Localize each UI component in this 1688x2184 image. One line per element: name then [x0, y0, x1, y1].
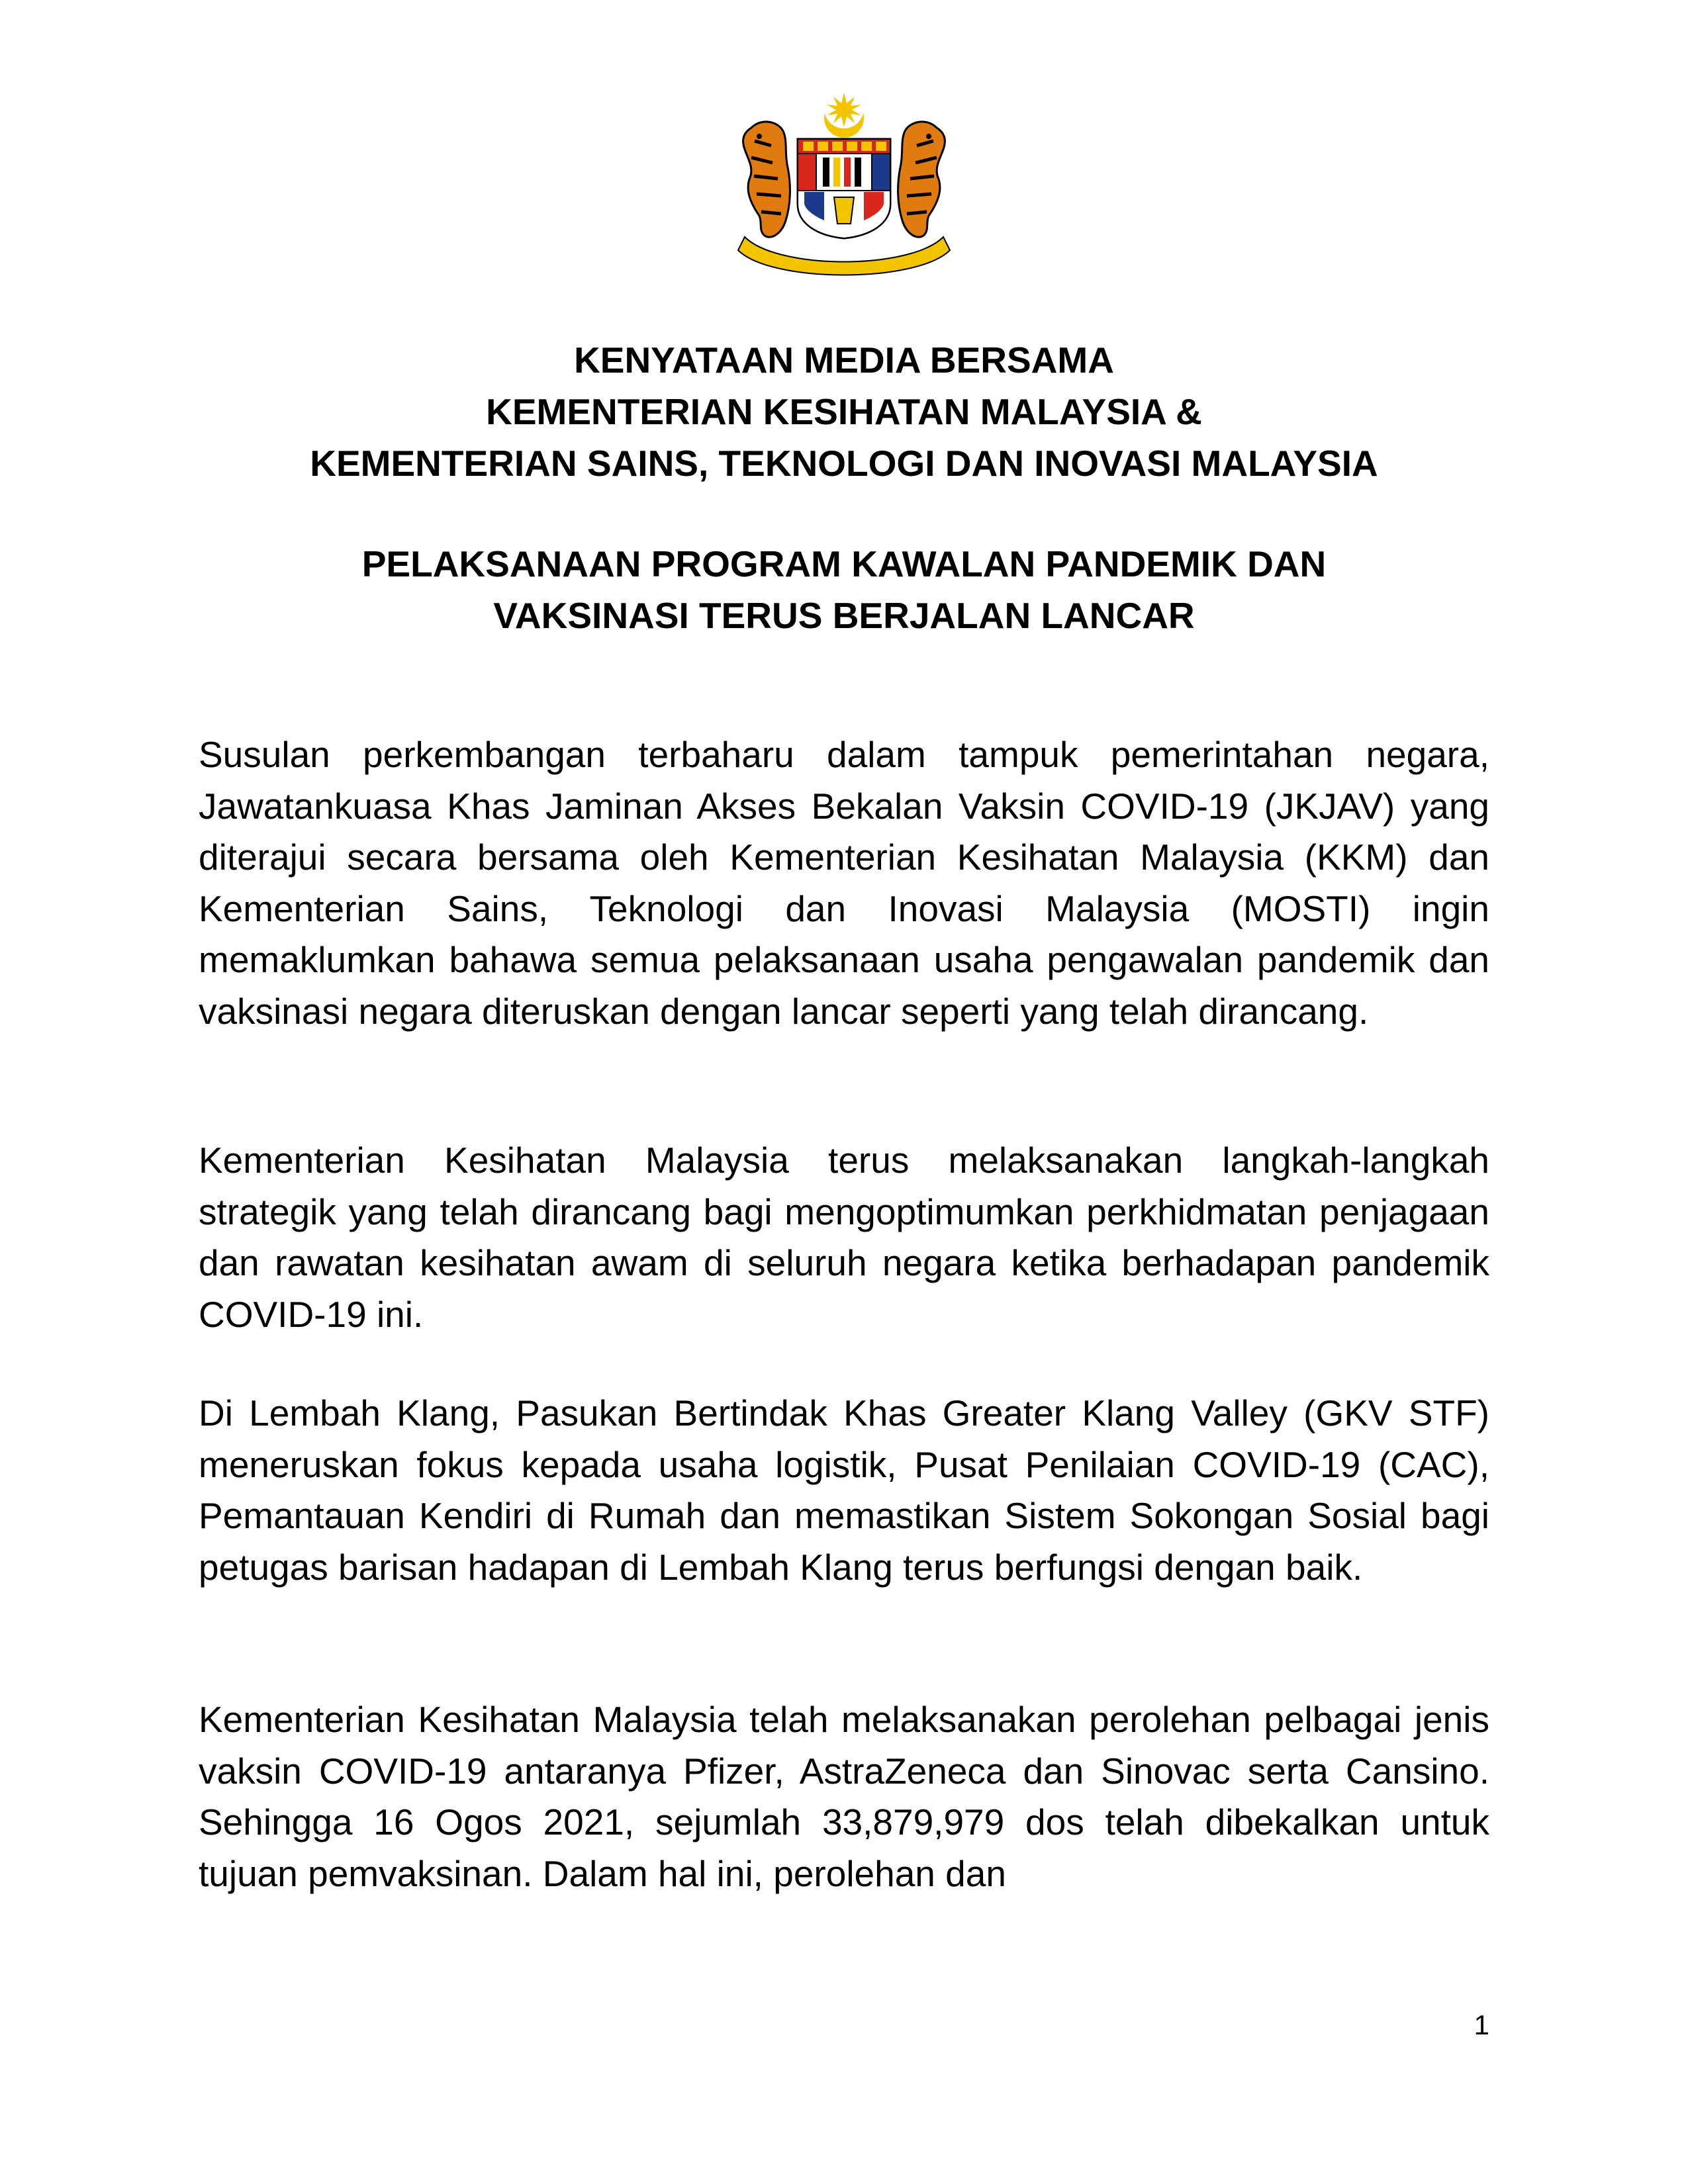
heading-line: KEMENTERIAN SAINS, TEKNOLOGI DAN INOVASI MALAYSIA [310, 443, 1378, 484]
shield-icon [798, 139, 890, 238]
malaysia-coat-of-arms-icon [725, 91, 963, 283]
statement-heading [0, 334, 1688, 489]
title-heading [0, 538, 1688, 641]
body-paragraph: Di Lembah Klang, Pasukan Bertindak Khas Greater Klang Valley (GKV STF) meneruskan fokus kepada usaha logistik, Pusat Penilaian COVID-19 (CAC), Pemantauan Kendiri di Rumah dan memastikan Sistem Sokongan Sosial bagi petugas barisan hadapan di Lembah Klang terus berfungsi dengan baik. [199, 1392, 1489, 1588]
crescent-star-icon [824, 91, 864, 138]
body-paragraph: Kementerian Kesihatan Malaysia terus melaksanakan langkah-langkah strategik yang telah dirancang bagi mengoptimumkan perkhidmatan penjagaan dan rawatan kesihatan awam di seluruh negara ketika berhadapan pandemik COVID-19 ini. [199, 1140, 1489, 1335]
body-paragraph: Kementerian Kesihatan Malaysia telah melaksanakan perolehan pelbagai jenis vaksin COVID-19 antaranya Pfizer, AstraZeneca dan Sinovac serta Cansino. Sehingga 16 Ogos 2021, sejumlah 33,879,979 dos telah dibekalkan untuk tujuan pemvaksinan. Dalam hal ini, perolehan dan [199, 1699, 1489, 1894]
body-paragraph: Susulan perkembangan terbaharu dalam tampuk pemerintahan negara, Jawatankuasa Khas Jaminan Akses Bekalan Vaksin COVID-19 (JKJAV) yang diterajui secara bersama oleh Kementerian Kesihatan Malaysia (KKM) dan Kementerian Sains, Teknologi dan Inovasi Malaysia (MOSTI) ingin memaklumkan bahawa semua pelaksanaan usaha pengawalan pandemik dan vaksinasi negara diteruskan dengan lancar seperti yang telah dirancang. [199, 734, 1489, 1032]
heading-line: VAKSINASI TERUS BERJALAN LANCAR [493, 595, 1195, 636]
left-tiger-icon [743, 122, 790, 237]
motto-ribbon-icon [738, 237, 950, 275]
heading-line: PELAKSANAAN PROGRAM KAWALAN PANDEMIK DAN [361, 543, 1327, 584]
coat-of-arms [725, 91, 963, 283]
heading-line: KEMENTERIAN KESIHATAN MALAYSIA & [486, 391, 1202, 432]
page-number: 1 [1474, 2009, 1489, 2040]
heading-line: KENYATAAN MEDIA BERSAMA [574, 340, 1114, 381]
right-tiger-icon [898, 122, 945, 237]
